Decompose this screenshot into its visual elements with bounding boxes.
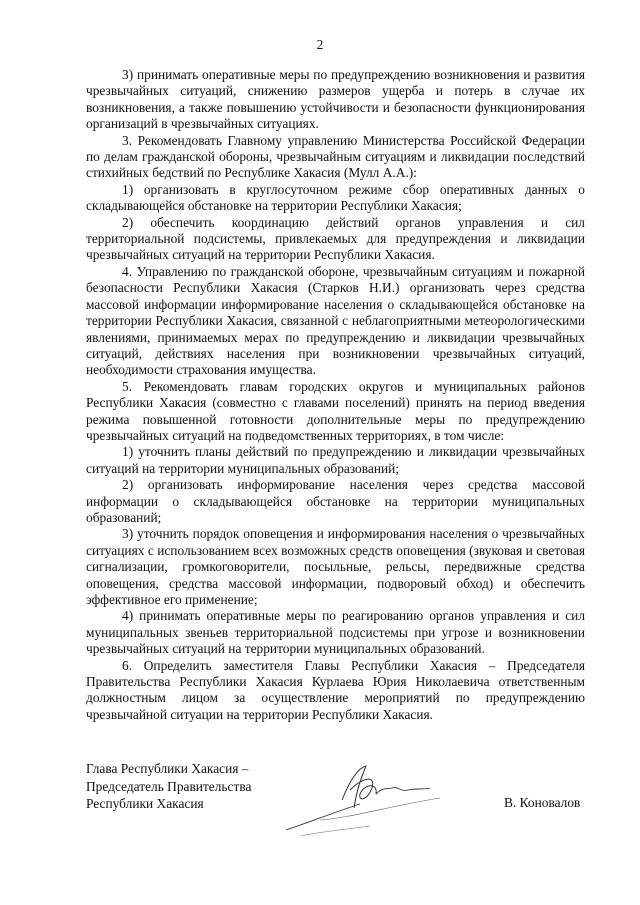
signatory-name: В. Коновалов bbox=[504, 795, 581, 810]
paragraph-clause-5: 5. Рекомендовать главам городских округов и муниципальных районов Республики Хакасия (совместно с главами поселений) принять на период введения режима повышенной готовности дополнительные меры по предупреждению чрезвычайных ситуаций на подведомственных территориях, в том числе: bbox=[86, 378, 585, 443]
paragraph-clause-5-item-4: 4) принимать оперативные меры по реагированию органов управления и сил муниципальных звеньев территориальной подсистемы при угрозе и возникновении чрезвычайных ситуаций на территории муниципальных образований. bbox=[86, 608, 585, 657]
paragraph-clause-6: 6. Определить заместителя Главы Республики Хакасия – Председателя Правительства Республики Хакасия Курлаева Юрия Николаевича ответственным должностным лицом за осуществление мероприятий по предупреждению чрезвычайной ситуации на территории Республики Хакасия. bbox=[86, 657, 585, 722]
signatory-title-line: Глава Республики Хакасия – bbox=[86, 761, 249, 776]
signatory-title bbox=[86, 760, 286, 813]
paragraph-clause-5-item-3: 3) уточнить порядок оповещения и информирования населения о чрезвычайных ситуациях с использованием всех возможных средств оповещения (звуковая и световая сигнализации, громкоговорители, посыльные, рельсы, передвижные средства оповещения, средства массовой информации, подворовый обход) и обеспечить эффективное его применение; bbox=[86, 526, 585, 607]
paragraph-clause-3-item-1: 1) организовать в круглосуточном режиме сбор оперативных данных о складывающейся обстановке на территории Республики Хакасия; bbox=[86, 181, 585, 214]
paragraph-clause-4: 4. Управлению по гражданской обороне, чрезвычайным ситуациям и пожарной безопасности Республики Хакасия (Старков Н.И.) организовать через средства массовой информации информирование населения о складывающейся обстановке на территории Республики Хакасия, связанной с неблагоприятными метеорологическими явлениями, принимаемых мерах по предупреждению и ликвидации чрезвычайных ситуаций, действиях населения при возникновении чрезвычайных ситуаций, необходимости страхования имущества. bbox=[86, 263, 585, 378]
page-number: 2 bbox=[316, 37, 324, 52]
paragraph-clause-5-item-2: 2) организовать информирование населения через средства массовой информации о складывающейся обстановке на территории муниципальных образований; bbox=[86, 477, 585, 525]
handwritten-signature bbox=[280, 760, 450, 840]
paragraph-clause-3: 3. Рекомендовать Главному управлению Министерства Российской Федерации по делам гражданской обороны, чрезвычайным ситуациям и ликвидации последствий стихийных бедствий по Республике Хакасия (Мулл А.А.): bbox=[86, 132, 585, 181]
paragraph-3-item-3: 3) принимать оперативные меры по предупреждению возникновения и развития чрезвычайных ситуаций, снижению размеров ущерба и потерь в случае их возникновения, а также повышению устойчивости и безопасности функционирования организаций в чрезвычайных ситуациях. bbox=[86, 67, 585, 132]
signatory-title-line: Председатель Правительства bbox=[86, 778, 252, 794]
signatory-title-line: Республики Хакасия bbox=[86, 796, 204, 811]
paragraph-clause-3-item-2: 2) обеспечить координацию действий органов управления и сил территориальной подсистемы, привлекаемых для предупреждения и ликвидации чрезвычайных ситуаций на территории Республики Хакасия. bbox=[86, 214, 585, 263]
paragraph-clause-5-item-1: 1) уточнить планы действий по предупреждению и ликвидации чрезвычайных ситуаций на территории муниципальных образований; bbox=[86, 444, 585, 476]
document-body bbox=[86, 67, 585, 723]
